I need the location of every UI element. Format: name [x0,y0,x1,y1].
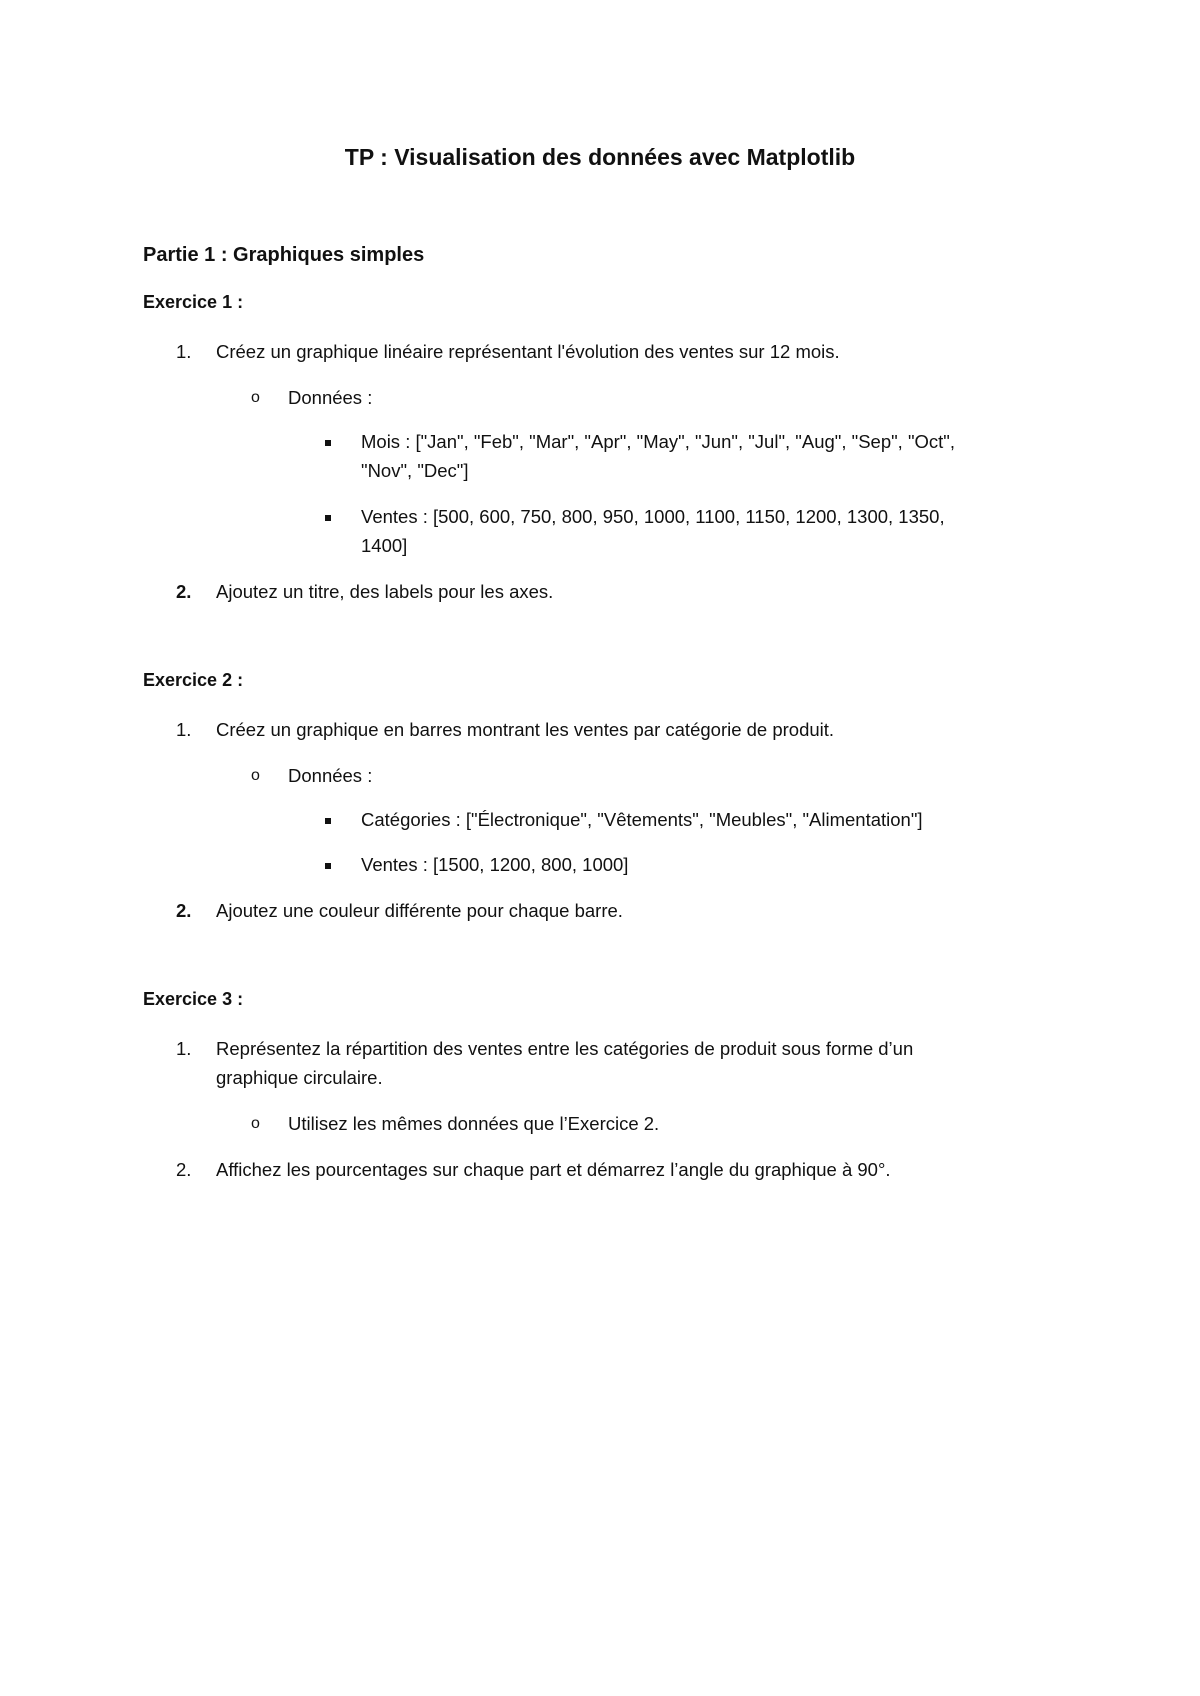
ex3-item1-number: 1. [176,1038,192,1059]
ex3-bullet-o: o [251,1115,260,1132]
ex1-item2-text: Ajoutez un titre, des labels pour les axes. [216,581,554,602]
ex1-mois-line2: "Nov", "Dec"] [361,460,469,481]
ex1-ventes-line1: Ventes : [500, 600, 750, 800, 950, 1000, 1100, 1150, 1200, 1300, 1350, [361,506,945,527]
page-title: TP : Visualisation des données avec Matplotlib [344,144,856,170]
ex1-item1-number: 1. [176,341,192,362]
ex2-item1-text: Créez un graphique en barres montrant les ventes par catégorie de produit. [216,719,835,740]
ex2-ventes: Ventes : [1500, 1200, 800, 1000] [361,854,629,875]
ex3-sub-text: Utilisez les mêmes données que l’Exercice 2. [288,1113,660,1134]
square-bullet-icon [325,440,331,446]
ex3-item2-number: 2. [176,1159,192,1180]
ex2-bullet-o: o [251,767,260,784]
ex2-item2-number: 2. [176,900,192,921]
ex2-item2-text: Ajoutez une couleur différente pour chaque barre. [216,900,623,921]
ex1-bullet-o: o [251,389,260,406]
part1-heading: Partie 1 : Graphiques simples [143,244,425,266]
ex2-donnees-label: Données : [288,765,373,786]
exercise1-heading: Exercice 1 : [143,292,244,312]
ex1-item1-text: Créez un graphique linéaire représentant l'évolution des ventes sur 12 mois. [216,341,840,362]
ex1-mois-line1: Mois : ["Jan", "Feb", "Mar", "Apr", "May", "Jun", "Jul", "Aug", "Sep", "Oct", [361,431,956,452]
ex2-item1-number: 1. [176,719,192,740]
ex2-categories: Catégories : ["Électronique", "Vêtements", "Meubles", "Alimentation"] [361,809,923,830]
ex3-item1-line2: graphique circulaire. [216,1067,383,1088]
ex1-item2-number: 2. [176,581,192,602]
ex1-ventes-line2: 1400] [361,535,408,556]
exercise3-heading: Exercice 3 : [143,989,244,1009]
square-bullet-icon [325,863,331,869]
square-bullet-icon [325,515,331,521]
exercise2-heading: Exercice 2 : [143,670,244,690]
ex3-item1-line1: Représentez la répartition des ventes entre les catégories de produit sous forme d’un [216,1038,914,1059]
ex3-item2-text: Affichez les pourcentages sur chaque part et démarrez l’angle du graphique à 90°. [216,1159,891,1180]
square-bullet-icon [325,818,331,824]
ex1-donnees-label: Données : [288,387,373,408]
